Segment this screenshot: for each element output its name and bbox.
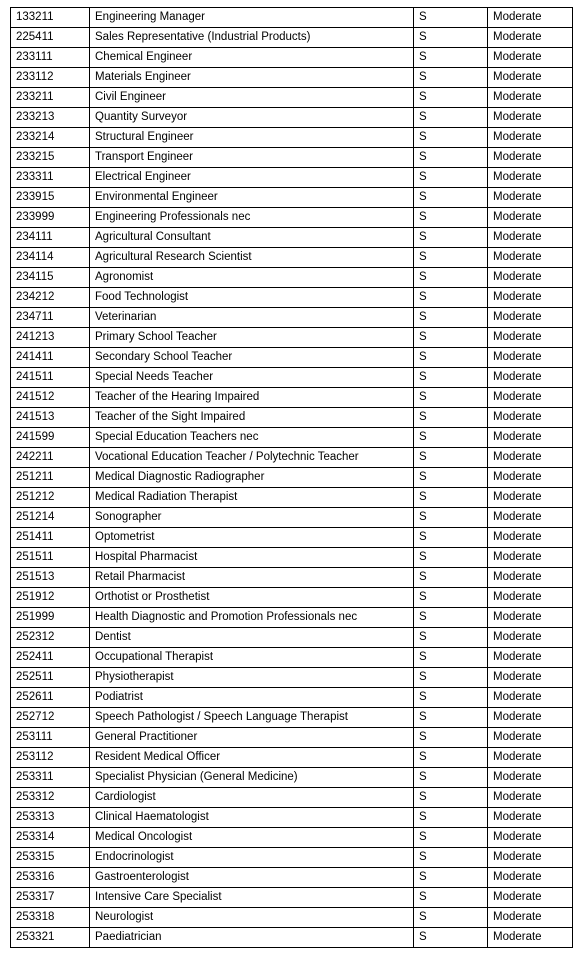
table-row [11,768,573,788]
list-type-cell: S [414,208,488,228]
list-type-cell: S [414,508,488,528]
level-cell: Moderate [488,628,573,648]
level-cell: Moderate [488,648,573,668]
occupation-code-cell: 233915 [11,188,90,208]
level-cell: Moderate [488,108,573,128]
table-row [11,448,573,468]
list-type-cell: S [414,328,488,348]
list-type-cell: S [414,28,488,48]
level-cell: Moderate [488,268,573,288]
level-cell: Moderate [488,188,573,208]
occupation-title-cell: Clinical Haematologist [90,808,414,828]
occupation-code-cell: 233112 [11,68,90,88]
level-cell: Moderate [488,368,573,388]
list-type-cell: S [414,388,488,408]
occupation-code-cell: 242211 [11,448,90,468]
level-cell: Moderate [488,868,573,888]
list-type-cell: S [414,908,488,928]
list-type-cell: S [414,888,488,908]
table-row [11,648,573,668]
table-row [11,928,573,948]
list-type-cell: S [414,228,488,248]
table-row [11,668,573,688]
occupation-title-cell: Health Diagnostic and Promotion Professionals nec [90,608,414,628]
occupation-title-cell: Agricultural Research Scientist [90,248,414,268]
level-cell: Moderate [488,248,573,268]
occupation-code-cell: 233111 [11,48,90,68]
table-row [11,208,573,228]
table-row [11,488,573,508]
table-row [11,828,573,848]
level-cell: Moderate [488,88,573,108]
occupation-code-cell: 253112 [11,748,90,768]
occupation-title-cell: Occupational Therapist [90,648,414,668]
table-row [11,48,573,68]
occupation-title-cell: Endocrinologist [90,848,414,868]
level-cell: Moderate [488,348,573,368]
table-row [11,348,573,368]
level-cell: Moderate [488,428,573,448]
table-row [11,228,573,248]
occupation-code-cell: 233214 [11,128,90,148]
occupation-title-cell: Sales Representative (Industrial Products) [90,28,414,48]
occupation-code-cell: 252712 [11,708,90,728]
occupation-title-cell: Agronomist [90,268,414,288]
level-cell: Moderate [488,468,573,488]
list-type-cell: S [414,548,488,568]
list-type-cell: S [414,488,488,508]
list-type-cell: S [414,248,488,268]
occupation-title-cell: Cardiologist [90,788,414,808]
occupation-title-cell: Engineering Manager [90,8,414,28]
level-cell: Moderate [488,788,573,808]
list-type-cell: S [414,708,488,728]
list-type-cell: S [414,648,488,668]
level-cell: Moderate [488,28,573,48]
occupation-code-cell: 225411 [11,28,90,48]
occupation-code-cell: 133211 [11,8,90,28]
occupation-code-cell: 253313 [11,808,90,828]
table-row [11,748,573,768]
table-row [11,508,573,528]
level-cell: Moderate [488,548,573,568]
occupation-code-cell: 253314 [11,828,90,848]
occupation-code-cell: 251214 [11,508,90,528]
occupation-code-cell: 241511 [11,368,90,388]
table-row [11,528,573,548]
occupation-code-cell: 233311 [11,168,90,188]
occupation-code-cell: 252511 [11,668,90,688]
level-cell: Moderate [488,668,573,688]
table-row [11,268,573,288]
table-row [11,28,573,48]
list-type-cell: S [414,268,488,288]
occupation-code-cell: 253111 [11,728,90,748]
list-type-cell: S [414,628,488,648]
table-row [11,848,573,868]
level-cell: Moderate [488,848,573,868]
occupation-code-cell: 241213 [11,328,90,348]
table-row [11,728,573,748]
list-type-cell: S [414,368,488,388]
occupation-title-cell: Speech Pathologist / Speech Language Therapist [90,708,414,728]
occupation-code-cell: 251212 [11,488,90,508]
occupation-code-cell: 251211 [11,468,90,488]
occupation-code-cell: 253315 [11,848,90,868]
list-type-cell: S [414,308,488,328]
occupation-title-cell: Hospital Pharmacist [90,548,414,568]
table-row [11,888,573,908]
occupation-code-cell: 233215 [11,148,90,168]
level-cell: Moderate [488,748,573,768]
occupation-title-cell: Specialist Physician (General Medicine) [90,768,414,788]
occupation-code-cell: 252411 [11,648,90,668]
occupation-title-cell: Quantity Surveyor [90,108,414,128]
table-row [11,428,573,448]
occupation-title-cell: Optometrist [90,528,414,548]
list-type-cell: S [414,728,488,748]
table-row [11,568,573,588]
list-type-cell: S [414,108,488,128]
occupation-code-cell: 234111 [11,228,90,248]
table-row [11,708,573,728]
occupation-code-cell: 234711 [11,308,90,328]
table-row [11,868,573,888]
occupation-title-cell: Resident Medical Officer [90,748,414,768]
level-cell: Moderate [488,448,573,468]
list-type-cell: S [414,448,488,468]
occupation-title-cell: Neurologist [90,908,414,928]
list-type-cell: S [414,568,488,588]
list-type-cell: S [414,588,488,608]
level-cell: Moderate [488,288,573,308]
level-cell: Moderate [488,128,573,148]
list-type-cell: S [414,828,488,848]
occupation-title-cell: Electrical Engineer [90,168,414,188]
occupation-code-cell: 241512 [11,388,90,408]
level-cell: Moderate [488,508,573,528]
occupation-title-cell: Teacher of the Sight Impaired [90,408,414,428]
occupation-title-cell: Engineering Professionals nec [90,208,414,228]
level-cell: Moderate [488,8,573,28]
occupation-title-cell: Civil Engineer [90,88,414,108]
level-cell: Moderate [488,828,573,848]
level-cell: Moderate [488,888,573,908]
occupation-title-cell: Paediatrician [90,928,414,948]
occupation-title-cell: Podiatrist [90,688,414,708]
occupation-code-cell: 253321 [11,928,90,948]
level-cell: Moderate [488,148,573,168]
occupation-code-cell: 251513 [11,568,90,588]
occupation-title-cell: Special Needs Teacher [90,368,414,388]
occupation-code-cell: 251411 [11,528,90,548]
table-row [11,188,573,208]
list-type-cell: S [414,928,488,948]
list-type-cell: S [414,408,488,428]
list-type-cell: S [414,808,488,828]
table-row [11,608,573,628]
occupation-title-cell: Environmental Engineer [90,188,414,208]
occupation-title-cell: Agricultural Consultant [90,228,414,248]
occupation-title-cell: Structural Engineer [90,128,414,148]
list-type-cell: S [414,468,488,488]
list-type-cell: S [414,668,488,688]
level-cell: Moderate [488,68,573,88]
list-type-cell: S [414,88,488,108]
list-type-cell: S [414,348,488,368]
level-cell: Moderate [488,328,573,348]
table-row [11,368,573,388]
occupation-title-cell: Sonographer [90,508,414,528]
occupation-title-cell: Orthotist or Prosthetist [90,588,414,608]
table-row [11,168,573,188]
occupation-title-cell: Gastroenterologist [90,868,414,888]
table-row [11,808,573,828]
level-cell: Moderate [488,168,573,188]
level-cell: Moderate [488,608,573,628]
level-cell: Moderate [488,688,573,708]
level-cell: Moderate [488,928,573,948]
table-row [11,408,573,428]
level-cell: Moderate [488,408,573,428]
list-type-cell: S [414,188,488,208]
table-row [11,288,573,308]
occupation-title-cell: Medical Diagnostic Radiographer [90,468,414,488]
occupation-code-cell: 253311 [11,768,90,788]
occupation-code-cell: 253317 [11,888,90,908]
table-row [11,788,573,808]
occupation-title-cell: Secondary School Teacher [90,348,414,368]
occupation-title-cell: Medical Oncologist [90,828,414,848]
table-row [11,128,573,148]
occupation-code-cell: 251912 [11,588,90,608]
occupation-title-cell: Vocational Education Teacher / Polytechnic Teacher [90,448,414,468]
table-row [11,108,573,128]
list-type-cell: S [414,48,488,68]
occupation-title-cell: Intensive Care Specialist [90,888,414,908]
occupation-title-cell: Physiotherapist [90,668,414,688]
table-row [11,908,573,928]
occupation-title-cell: Primary School Teacher [90,328,414,348]
level-cell: Moderate [488,528,573,548]
table-row [11,8,573,28]
occupation-title-cell: General Practitioner [90,728,414,748]
occupation-code-cell: 233999 [11,208,90,228]
occupation-title-cell: Special Education Teachers nec [90,428,414,448]
occupation-title-cell: Chemical Engineer [90,48,414,68]
occupation-title-cell: Transport Engineer [90,148,414,168]
occupation-table-body [11,8,573,948]
table-row [11,548,573,568]
occupation-table [10,7,573,948]
level-cell: Moderate [488,588,573,608]
occupation-code-cell: 241599 [11,428,90,448]
list-type-cell: S [414,528,488,548]
level-cell: Moderate [488,488,573,508]
list-type-cell: S [414,428,488,448]
occupation-code-cell: 234114 [11,248,90,268]
occupation-code-cell: 234115 [11,268,90,288]
table-row [11,328,573,348]
table-row [11,308,573,328]
level-cell: Moderate [488,48,573,68]
level-cell: Moderate [488,728,573,748]
table-row [11,688,573,708]
level-cell: Moderate [488,768,573,788]
level-cell: Moderate [488,808,573,828]
list-type-cell: S [414,868,488,888]
table-row [11,68,573,88]
table-row [11,148,573,168]
occupation-code-cell: 252611 [11,688,90,708]
list-type-cell: S [414,148,488,168]
list-type-cell: S [414,788,488,808]
table-row [11,468,573,488]
table-row [11,88,573,108]
occupation-code-cell: 253312 [11,788,90,808]
level-cell: Moderate [488,568,573,588]
document-page [10,7,573,948]
occupation-title-cell: Teacher of the Hearing Impaired [90,388,414,408]
list-type-cell: S [414,128,488,148]
occupation-code-cell: 234212 [11,288,90,308]
occupation-code-cell: 233213 [11,108,90,128]
list-type-cell: S [414,688,488,708]
occupation-title-cell: Dentist [90,628,414,648]
level-cell: Moderate [488,708,573,728]
occupation-title-cell: Food Technologist [90,288,414,308]
list-type-cell: S [414,608,488,628]
occupation-code-cell: 251999 [11,608,90,628]
table-row [11,628,573,648]
occupation-code-cell: 241411 [11,348,90,368]
occupation-title-cell: Veterinarian [90,308,414,328]
list-type-cell: S [414,748,488,768]
list-type-cell: S [414,168,488,188]
occupation-code-cell: 241513 [11,408,90,428]
level-cell: Moderate [488,208,573,228]
list-type-cell: S [414,288,488,308]
level-cell: Moderate [488,228,573,248]
occupation-code-cell: 251511 [11,548,90,568]
occupation-code-cell: 233211 [11,88,90,108]
table-row [11,248,573,268]
list-type-cell: S [414,68,488,88]
occupation-title-cell: Materials Engineer [90,68,414,88]
list-type-cell: S [414,768,488,788]
occupation-code-cell: 253316 [11,868,90,888]
occupation-code-cell: 252312 [11,628,90,648]
occupation-code-cell: 253318 [11,908,90,928]
level-cell: Moderate [488,388,573,408]
table-row [11,388,573,408]
level-cell: Moderate [488,908,573,928]
list-type-cell: S [414,8,488,28]
list-type-cell: S [414,848,488,868]
level-cell: Moderate [488,308,573,328]
occupation-title-cell: Retail Pharmacist [90,568,414,588]
occupation-title-cell: Medical Radiation Therapist [90,488,414,508]
table-row [11,588,573,608]
